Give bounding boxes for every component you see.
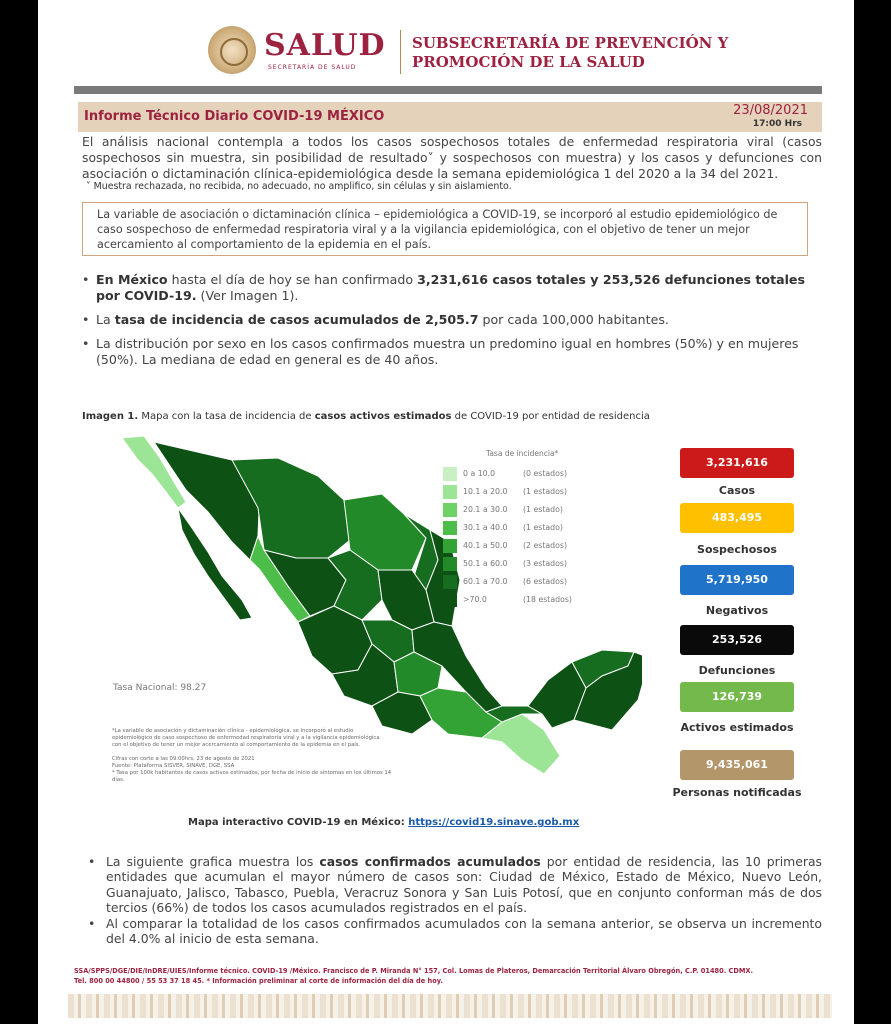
footer-phone: Tel. 800 00 44800 / 55 53 37 18 45. * Información preliminar al corte de información del día de hoy.	[74, 977, 443, 985]
legend-swatch	[443, 467, 457, 481]
stat-label: Personas notificadas	[672, 786, 802, 799]
right-frame	[881, 0, 891, 1024]
stat-value: 126,739	[680, 682, 794, 712]
methodology-note: La variable de asociación o dictaminación clínica – epidemiológica a COVID-19, se incorporó al estudio epidemiológico de caso sospechoso de enfermedad respiratoria viral y a la vigilancia epidemiológica, con el objetivo de tener un mejor acercamiento al comportamiento de la epidemia en el país.	[82, 202, 808, 256]
header-rule	[74, 86, 822, 94]
legend-count: (2 estados)	[523, 541, 567, 550]
legend-range: 60.1 a 70.0	[463, 577, 508, 586]
report-page	[38, 0, 854, 1024]
legend-row	[443, 573, 583, 591]
legend-count: (0 estados)	[523, 469, 567, 478]
interactive-map-label: Mapa interactivo COVID-19 en México:	[188, 817, 409, 828]
legend-count: (3 estados)	[523, 559, 567, 568]
stat-label: Sospechosos	[697, 543, 777, 556]
header-divider	[400, 30, 401, 74]
intro-paragraph: El análisis nacional contempla a todos los casos sospechosos totales de enfermedad respiratoria viral (casos sospechosos sin muestra, sin posibilidad de resultado˅ y sospechosos con muestra) y los casos y defunciones con asociación o dictaminación clínica-epidemiológica desde la semana epidemiológica 1 del 2020 a la 34 del 2021.	[82, 134, 822, 181]
stat-value: 9,435,061	[680, 750, 794, 780]
legend-row	[443, 483, 583, 501]
brand-subtitle: SECRETARÍA DE SALUD	[268, 64, 357, 71]
brand-name: SALUD	[264, 28, 386, 63]
legend-range: 50.1 a 60.0	[463, 559, 508, 568]
detail-bullets	[82, 854, 822, 946]
legend-count: (1 estado)	[523, 523, 563, 532]
stat-value: 253,526	[680, 625, 794, 655]
legend-range: 0 a 10.0	[463, 469, 496, 478]
stat-label: Defunciones	[698, 664, 776, 677]
map-note-line: *La variable de asociación y dictaminación clínica - epidemiológica, se incorporó al estudio	[112, 728, 354, 734]
bullet-weekly-increase: • Al comparar la totalidad de los casos confirmados acumulados con la semana anterior, se observa un incremento del 4.0% al inicio de esta semana.	[82, 916, 822, 947]
bullet-confirmed: • En México hasta el día de hoy se han confirmado 3,231,616 casos totales y 253,526 defunciones totales por COVID-19. (Ver Imagen 1).	[82, 272, 822, 304]
legend-range: 10.1 a 20.0	[463, 487, 508, 496]
map-note-line: epidemiológico de caso sospechoso de enfermedad respiratoria viral y a la vigilancia epidemiológica	[112, 735, 380, 741]
legend-swatch	[443, 557, 457, 571]
interactive-map-line	[188, 817, 579, 828]
legend-row	[443, 501, 583, 519]
map-notes	[112, 728, 392, 784]
stat-label: Negativos	[705, 604, 769, 617]
coat-of-arms-logo	[208, 26, 256, 74]
report-title-bar	[78, 102, 822, 132]
summary-bullets	[82, 272, 822, 376]
legend-count: (6 estados)	[523, 577, 567, 586]
report-date: 23/08/2021	[733, 103, 808, 118]
legend-swatch	[443, 539, 457, 553]
legend-range: 30.1 a 40.0	[463, 523, 508, 532]
decorative-border	[68, 994, 832, 1018]
legend-swatch	[443, 503, 457, 517]
legend-title: Tasa de incidencia*	[486, 449, 559, 458]
map-note-line: con el objetivo de tener un mejor acercamiento al comportamiento de la epidemia en el país.	[112, 742, 361, 748]
bullet-incidence: • La tasa de incidencia de casos acumulados de 2,505.7 por cada 100,000 habitantes.	[82, 312, 822, 328]
report-time: 17:00 Hrs	[752, 119, 802, 129]
national-rate: Tasa Nacional: 98.27	[113, 683, 207, 693]
report-title: Informe Técnico Diario COVID-19 MÉXICO	[84, 109, 385, 124]
legend-row	[443, 555, 583, 573]
stat-label: Activos estimados	[680, 721, 794, 734]
bullet-top-states: • La siguiente grafica muestra los casos confirmados acumulados por entidad de residencia, las 10 primeras entidades que acumulan el mayor número de casos son: Ciudad de México, Estado de México, Nuevo León, Guanajuato, Jalisco, Tabasco, Puebla, Veracruz Sonora y San Luis Potosí, que en conjunto conforman más de dos tercios (66%) de todos los casos acumulados registrados en el país.	[82, 854, 822, 916]
intro-footnote: ˅ Muestra rechazada, no recibida, no adecuado, no amplifico, sin células y sin aislamiento.	[86, 181, 512, 192]
legend-range: >70.0	[463, 595, 487, 604]
interactive-map-link[interactable]: https://covid19.sinave.gob.mx	[408, 817, 580, 828]
legend-row	[443, 465, 583, 483]
subsecretaria-title: SUBSECRETARÍA DE PREVENCIÓN Y PROMOCIÓN DE LA SALUD	[412, 34, 729, 71]
bullet-sex-distribution: • La distribución por sexo en los casos confirmados muestra un predomino igual en hombres (50%) y en mujeres (50%). La mediana de edad en general es de 40 años.	[82, 336, 822, 368]
map-legend	[443, 465, 583, 609]
stat-label: Casos	[718, 484, 756, 497]
footer	[74, 966, 834, 986]
legend-range: 20.1 a 30.0	[463, 505, 508, 514]
legend-count: (1 estados)	[523, 487, 567, 496]
legend-range: 40.1 a 50.0	[463, 541, 508, 550]
legend-count: (1 estado)	[523, 505, 563, 514]
map-note-line: Fuente: Plataforma SISVER, SINAVE, DGE, SSA	[112, 763, 235, 769]
image-caption: Imagen 1. Mapa con la tasa de incidencia de casos activos estimados de COVID-19 por entidad de residencia	[82, 411, 650, 422]
stat-value: 3,231,616	[680, 448, 794, 478]
map-note-line: * Tasa por 100k habitantes de casos activos estimados, por fecha de inicio de síntomas en los últimos 14 días.	[112, 770, 392, 783]
legend-swatch	[443, 521, 457, 535]
legend-row	[443, 537, 583, 555]
legend-row	[443, 591, 583, 609]
stat-value: 5,719,950	[680, 565, 794, 595]
legend-count: (18 estados)	[523, 595, 572, 604]
map-note-line	[112, 749, 392, 756]
map-note-line: Cifras con corte a las 09:00hrs, 23 de agosto de 2021	[112, 756, 255, 762]
legend-row	[443, 519, 583, 537]
stat-value: 483,495	[680, 503, 794, 533]
legend-swatch	[443, 593, 457, 607]
header	[208, 22, 728, 82]
legend-swatch	[443, 485, 457, 499]
footer-address: SSA/SPPS/DGE/DIE/InDRE/UIES/Informe técnico. COVID-19 /México. Francisco de P. Miranda N° 157, Col. Lomas de Plateros, Demarcación Territorial Álvaro Obregón, C.P. 01480. CDMX.	[74, 967, 753, 975]
legend-swatch	[443, 575, 457, 589]
